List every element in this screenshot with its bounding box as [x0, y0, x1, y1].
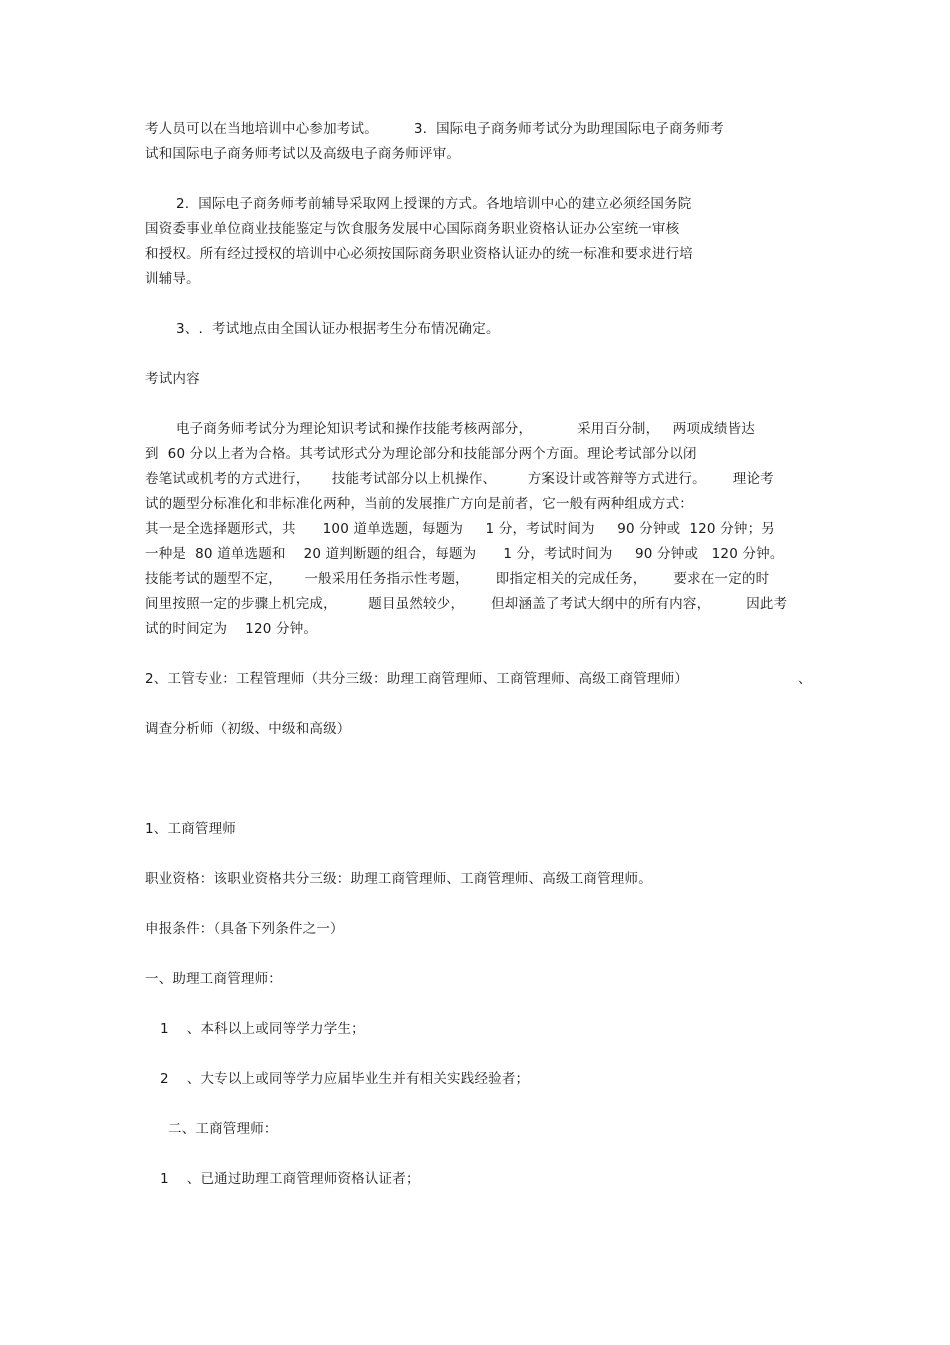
section-heading: 1、工商管理师 [145, 821, 236, 837]
paragraph-line: 国资委事业单位商业技能鉴定与饮食服务发展中心国际商务职业资格认证办公室统一审核 [145, 221, 680, 237]
list-item: 1 、本科以上或同等学力学生； [160, 1021, 365, 1037]
paragraph-line: 2、工管专业：工程管理师（共分三级：助理工商管理师、工商管理师、高级工商管理师） [145, 671, 689, 687]
paragraph-line: 间里按照一定的步骤上机完成， 题目虽然较少， 但却涵盖了考试大纲中的所有内容， 因此考 [145, 596, 788, 612]
paragraph-line: 考人员可以在当地培训中心参加考试。 3. 国际电子商务师考试分为助理国际电子商务师考 [145, 121, 724, 137]
paragraph-line: 职业资格：该职业资格共分三级：助理工商管理师、工商管理师、高级工商管理师。 [145, 871, 652, 887]
paragraph-line: 到 60 分以上者为合格。其考试形式分为理论部分和技能部分两个方面。理论考试部分以闭 [145, 446, 697, 462]
paragraph-line: 3、. 考试地点由全国认证办根据考生分布情况确定。 [176, 321, 500, 337]
paragraph-line: 调查分析师（初级、中级和高级） [145, 721, 351, 737]
paragraph-line: 训辅导。 [145, 271, 200, 287]
paragraph-line: 其一是全选择题形式，共 100 道单选题，每题为 1 分，考试时间为 90 分钟或 120 分钟；另 [145, 521, 776, 537]
paragraph-line: 和授权。所有经过授权的培训中心必须按国际商务职业资格认证办的统一标准和要求进行培 [145, 246, 693, 262]
list-item: 2 、大专以上或同等学力应届毕业生并有相关实践经验者； [160, 1071, 530, 1087]
paragraph-line: 电子商务师考试分为理论知识考试和操作技能考核两部分， 采用百分制， 两项成绩皆达 [176, 421, 755, 437]
paragraph-line: 技能考试的题型不定， 一般采用任务指示性考题， 即指定相关的完成任务， 要求在一定的时 [145, 571, 770, 587]
paragraph-line: 2. 国际电子商务师考前辅导采取网上授课的方式。各地培训中心的建立必须经国务院 [176, 196, 692, 212]
list-item: 1 、已通过助理工商管理师资格认证者； [160, 1171, 420, 1187]
paragraph-line: 试和国际电子商务师考试以及高级电子商务师评审。 [145, 146, 461, 162]
section-heading: 考试内容 [145, 371, 200, 387]
paragraph-line: 试的时间定为 120 分钟。 [145, 621, 318, 637]
paragraph-line: 申报条件：（具备下列条件之一） [145, 921, 344, 937]
paragraph-line: 试的题型分标准化和非标准化两种，当前的发展推广方向是前者，它一般有两种组成方式： [145, 496, 693, 512]
list-heading: 二、工商管理师： [168, 1121, 278, 1137]
paragraph-line-tail: 、 [798, 671, 812, 687]
paragraph-line: 一种是 80 道单选题和 20 道判断题的组合，每题为 1 分，考试时间为 90 分钟或 120 分钟。 [145, 546, 784, 562]
list-heading: 一、助理工商管理师： [145, 971, 282, 987]
paragraph-line: 卷笔试或机考的方式进行， 技能考试部分以上机操作、 方案设计或答辩等方式进行。 理论考 [145, 471, 774, 487]
